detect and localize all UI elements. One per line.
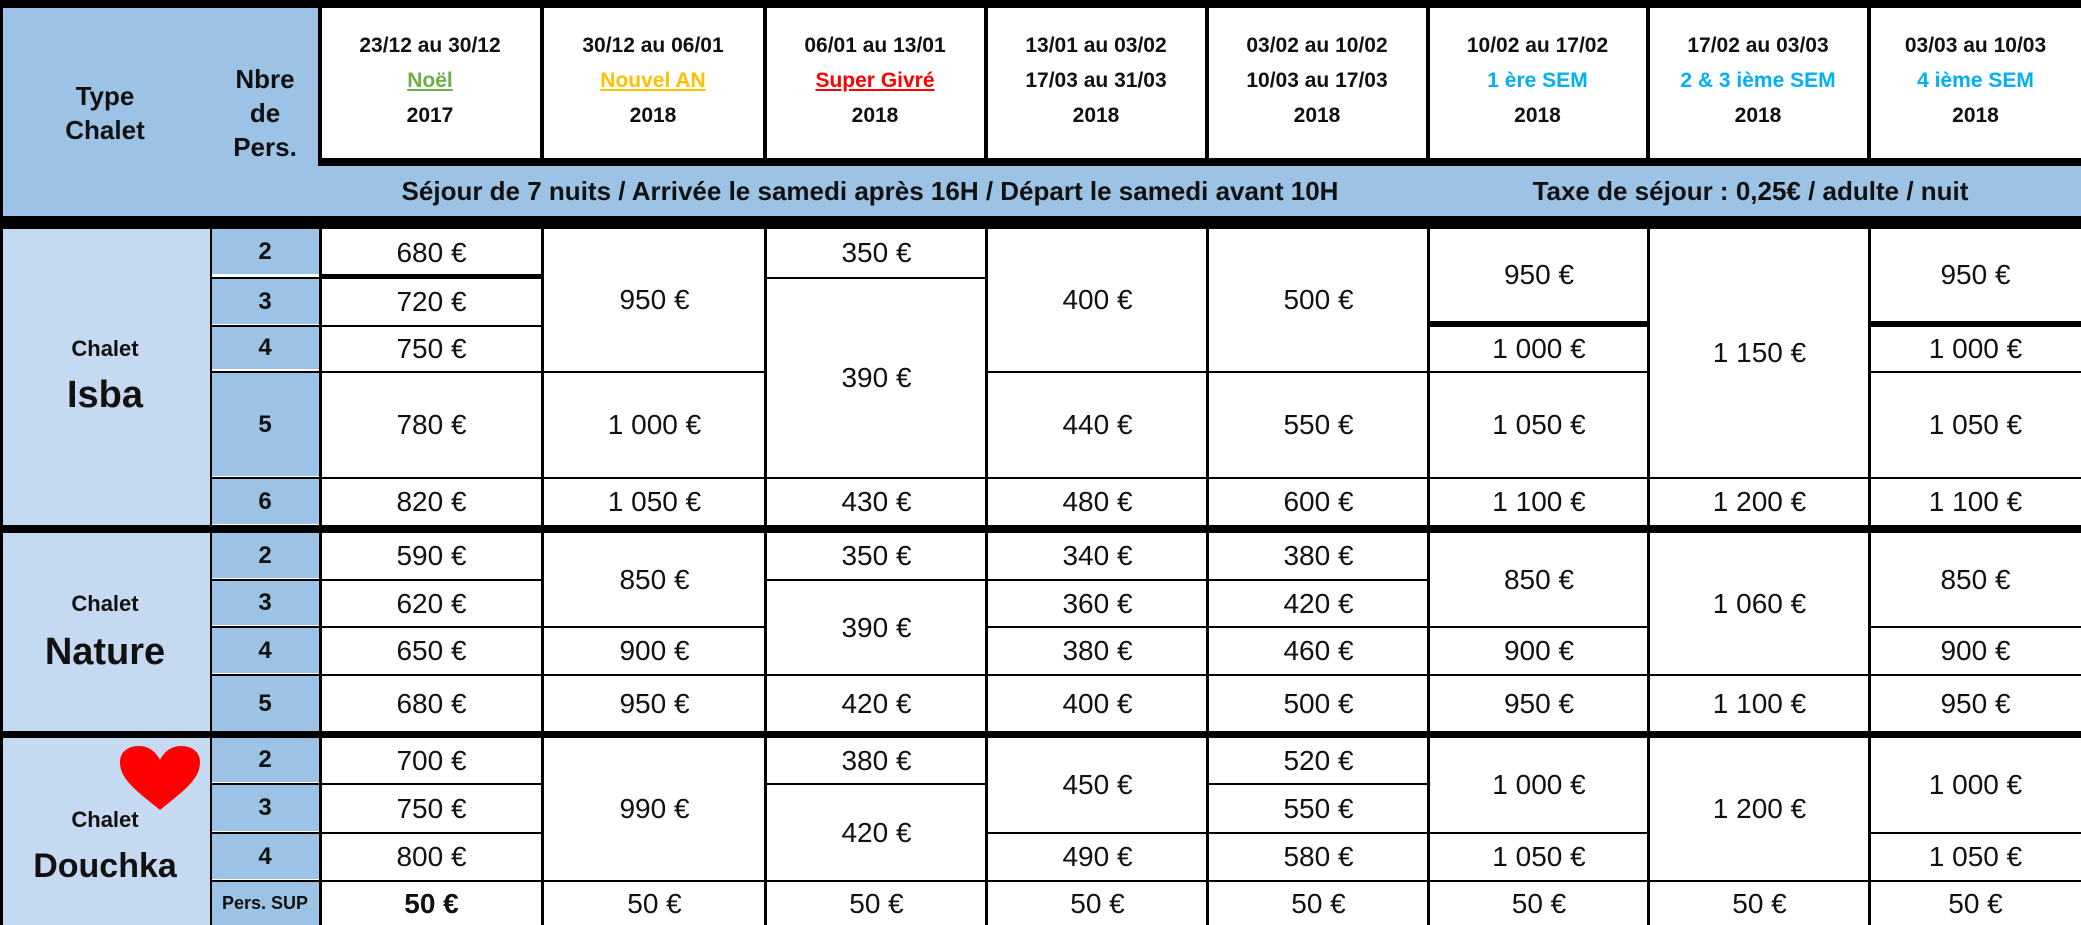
price-value: 900 € — [619, 635, 690, 666]
grid-line — [1647, 229, 1650, 925]
type-label: Type — [75, 81, 135, 111]
price-cell — [320, 581, 543, 626]
price-cell — [543, 533, 766, 626]
price-value: 950 € — [619, 284, 690, 315]
chalet-name: Isba — [66, 374, 144, 416]
period-header-1 — [320, 0, 540, 160]
chalet-word: Chalet — [71, 336, 139, 361]
price-cell — [1870, 373, 2081, 477]
price-cell — [987, 676, 1208, 732]
persons-cell — [210, 479, 320, 524]
chalet-isba-label — [0, 226, 210, 527]
persons-cell — [210, 628, 320, 673]
price-value: 500 € — [1283, 688, 1354, 719]
grid-line — [1870, 832, 2081, 834]
sup-price-cell — [543, 882, 766, 925]
price-cell — [320, 373, 543, 477]
price-value: 800 € — [396, 841, 467, 872]
persons-value: 3 — [258, 794, 272, 821]
price-cell — [543, 229, 766, 371]
price-cell — [320, 676, 543, 732]
persons-cell — [210, 373, 320, 476]
grid-line — [210, 477, 2081, 479]
grid-line — [987, 832, 1649, 834]
sup-price-cell — [320, 882, 543, 925]
period-dates: 23/12 au 30/12 — [359, 33, 501, 57]
price-value: 720 € — [396, 286, 467, 317]
period-year: 2018 — [629, 103, 677, 127]
price-cell — [987, 581, 1208, 626]
price-value: 520 € — [1283, 744, 1354, 776]
grid-line — [766, 277, 987, 279]
price-value: 430 € — [841, 486, 912, 517]
grid-line — [763, 0, 767, 166]
grid-line — [1429, 626, 1649, 628]
tax-info: Taxe de séjour : 0,25€ / adulte / nuit — [1532, 176, 1969, 206]
persons-cell — [210, 279, 320, 324]
price-cell — [1870, 533, 2081, 626]
price-cell — [1208, 229, 1429, 371]
price-cell — [766, 279, 987, 477]
price-value: 550 € — [1283, 409, 1354, 440]
price-cell — [1870, 834, 2081, 880]
period-header-3 — [766, 0, 984, 160]
grid-line — [987, 371, 1649, 373]
price-cell — [543, 738, 766, 880]
price-cell — [766, 581, 987, 674]
grid-line — [766, 579, 1429, 581]
price-value: 1 200 € — [1712, 793, 1807, 824]
grid-line — [1426, 0, 1430, 166]
price-cell — [543, 676, 766, 732]
period-year: 2018 — [1734, 103, 1782, 127]
price-value: 990 € — [619, 793, 690, 824]
pers-label: Pers. — [233, 132, 297, 162]
grid-line — [210, 832, 543, 834]
price-cell — [543, 373, 766, 477]
period-year: 2017 — [406, 103, 454, 127]
period-sub: 17/03 au 31/03 — [1025, 68, 1167, 92]
price-value: 620 € — [396, 587, 467, 619]
chalet-word: Chalet — [71, 590, 139, 616]
sup-price-cell — [766, 882, 987, 925]
grid-line — [541, 229, 544, 925]
price-value: 380 € — [1062, 635, 1133, 666]
price-cell — [1429, 834, 1649, 880]
period-header-8 — [1870, 0, 2081, 160]
price-value: 1 100 € — [1712, 688, 1807, 719]
de-label: de — [249, 98, 281, 128]
price-value: 490 € — [1062, 841, 1133, 872]
price-value: 1 050 € — [1492, 409, 1586, 440]
period-dates: 03/02 au 10/02 — [1246, 33, 1388, 57]
grid-line — [0, 0, 3, 925]
price-value: 50 € — [627, 887, 682, 919]
price-value: 50 € — [404, 887, 459, 919]
price-value: 1 000 € — [1492, 333, 1586, 364]
grid-line — [0, 731, 2081, 738]
price-cell — [1649, 533, 1870, 674]
price-value: 780 € — [396, 409, 467, 440]
price-cell — [320, 229, 543, 277]
persons-value: 3 — [258, 589, 272, 616]
price-value: 590 € — [396, 540, 467, 571]
period-sub: Noël — [407, 68, 453, 92]
price-cell — [987, 628, 1208, 674]
persons-value: Pers. SUP — [221, 893, 309, 913]
grid-line — [320, 274, 543, 279]
price-value: 950 € — [1503, 259, 1575, 290]
price-cell — [1208, 676, 1429, 732]
price-cell — [766, 785, 987, 880]
period-sub: 10/03 au 17/03 — [1246, 68, 1388, 92]
price-value: 420 € — [841, 688, 912, 719]
price-value: 50 € — [1511, 887, 1567, 919]
grid-line — [210, 880, 2081, 882]
price-cell — [1208, 533, 1429, 579]
sup-price-cell — [1870, 882, 2081, 925]
price-cell — [1870, 628, 2081, 674]
sup-price-cell — [987, 882, 1208, 925]
grid-line — [210, 229, 212, 925]
price-value: 390 € — [841, 362, 912, 393]
period-dates: 30/12 au 06/01 — [582, 33, 724, 57]
persons-cell — [210, 229, 320, 274]
price-cell — [320, 533, 543, 579]
persons-value: 2 — [258, 541, 272, 569]
price-value: 480 € — [1062, 486, 1133, 517]
price-value: 900 € — [1503, 635, 1575, 666]
chalet-nature-label — [0, 532, 210, 732]
price-cell — [1429, 533, 1649, 626]
period-header-5 — [1208, 0, 1426, 160]
grid-line — [1429, 321, 1649, 327]
price-value: 50 € — [1070, 887, 1125, 919]
nbre-pers-header — [210, 0, 320, 226]
grid-line — [0, 216, 2081, 229]
period-header-6 — [1429, 0, 1646, 160]
grid-line — [1205, 0, 1209, 166]
period-sub: Super Givré — [815, 68, 935, 92]
grid-line — [985, 229, 988, 925]
price-value: 380 € — [1283, 540, 1354, 571]
price-value: 950 € — [619, 688, 690, 719]
price-cell — [987, 738, 1208, 832]
price-value: 950 € — [1503, 688, 1575, 719]
period-year: 2018 — [1072, 103, 1120, 127]
grid-line — [1870, 321, 2081, 327]
persons-cell — [210, 581, 320, 625]
price-cell — [1208, 785, 1429, 832]
price-value: 850 € — [1940, 563, 2011, 595]
price-cell — [987, 834, 1208, 880]
period-header-4 — [987, 0, 1205, 160]
period-sub: 4 ième SEM — [1917, 68, 2034, 92]
price-cell — [320, 327, 543, 371]
grid-line — [210, 325, 543, 327]
price-value: 1 150 € — [1712, 337, 1807, 368]
price-cell — [1649, 229, 1870, 477]
price-cell — [987, 229, 1208, 371]
grid-line — [984, 0, 988, 166]
price-value: 650 € — [396, 635, 467, 666]
price-value: 580 € — [1283, 841, 1354, 872]
period-header-2 — [543, 0, 763, 160]
persons-cell — [210, 327, 320, 369]
price-cell — [1870, 738, 2081, 832]
persons-cell — [210, 676, 320, 731]
grid-line — [320, 158, 2081, 166]
grid-line — [540, 0, 544, 166]
period-dates: 03/03 au 10/03 — [1904, 33, 2047, 57]
price-value: 1 000 € — [1928, 333, 2023, 364]
price-value: 50 € — [1732, 887, 1787, 919]
price-value: 850 € — [619, 563, 690, 595]
grid-line — [210, 579, 543, 581]
heart-icon — [118, 744, 202, 812]
grid-line — [318, 0, 322, 166]
price-cell — [1649, 676, 1870, 732]
price-value: 1 050 € — [1492, 841, 1586, 872]
sup-price-cell — [1649, 882, 1870, 925]
period-sub: Nouvel AN — [600, 68, 706, 92]
price-cell — [320, 628, 543, 674]
price-cell — [1870, 327, 2081, 371]
persons-value: 4 — [258, 334, 272, 361]
price-value: 700 € — [396, 744, 467, 776]
price-value: 400 € — [1062, 688, 1133, 719]
grid-line — [210, 674, 2081, 676]
price-value: 1 200 € — [1712, 486, 1807, 517]
grid-line — [1646, 0, 1650, 166]
grid-line — [764, 229, 767, 925]
grid-line — [1868, 229, 1871, 925]
price-cell — [320, 834, 543, 880]
period-dates: 17/02 au 03/03 — [1687, 33, 1829, 57]
persons-cell — [210, 785, 320, 831]
price-value: 1 000 € — [1928, 769, 2023, 800]
price-value: 460 € — [1283, 635, 1354, 666]
persons-value: 3 — [258, 287, 272, 315]
price-cell — [1870, 479, 2081, 525]
period-header-7 — [1649, 0, 1867, 160]
price-value: 1 000 € — [607, 409, 702, 440]
persons-cell — [210, 738, 320, 782]
price-cell — [766, 533, 987, 579]
price-value: 550 € — [1283, 792, 1354, 824]
price-cell — [1429, 676, 1649, 732]
chalet-name: Douchka — [33, 846, 177, 885]
sup-price-cell — [1208, 882, 1429, 925]
price-cell — [987, 533, 1208, 579]
persons-cell — [210, 882, 320, 925]
price-cell — [1429, 327, 1649, 371]
grid-line — [1427, 229, 1430, 925]
period-dates: 13/01 au 03/02 — [1025, 33, 1167, 57]
price-value: 360 € — [1062, 587, 1133, 619]
grid-line — [0, 525, 2081, 533]
period-dates: 06/01 au 13/01 — [804, 33, 946, 57]
persons-cell — [210, 834, 320, 879]
price-value: 440 € — [1062, 409, 1133, 440]
price-cell — [320, 738, 543, 783]
price-cell — [987, 479, 1208, 525]
type-chalet-header — [0, 0, 210, 226]
persons-value: 5 — [258, 410, 272, 438]
grid-line — [1206, 229, 1209, 925]
price-cell — [320, 479, 543, 525]
nbre-label: Nbre — [235, 64, 295, 94]
price-value: 380 € — [841, 744, 912, 776]
price-cell — [1208, 628, 1429, 674]
price-value: 390 € — [841, 611, 912, 643]
price-value: 850 € — [1503, 563, 1575, 595]
stay-info: Séjour de 7 nuits / Arrivée le samedi après 16H / Départ le samedi avant 10H — [401, 176, 1339, 206]
period-year: 2018 — [1514, 103, 1561, 127]
price-cell — [543, 479, 766, 525]
persons-value: 4 — [258, 842, 272, 870]
price-value: 1 050 € — [607, 486, 702, 517]
price-value: 420 € — [841, 816, 912, 848]
persons-value: 6 — [258, 487, 272, 515]
price-cell — [1208, 479, 1429, 525]
chalet-name: Nature — [44, 630, 166, 673]
price-value: 1 100 € — [1492, 486, 1586, 517]
grid-line — [319, 229, 322, 925]
persons-value: 5 — [258, 689, 272, 717]
price-cell — [766, 479, 987, 525]
price-cell — [1208, 581, 1429, 626]
period-year: 2018 — [851, 103, 899, 127]
price-value: 50 € — [1948, 887, 2003, 919]
price-value: 50 € — [849, 887, 904, 919]
price-value: 350 € — [841, 540, 912, 571]
period-dates: 10/02 au 17/02 — [1466, 33, 1609, 57]
price-value: 950 € — [1940, 688, 2011, 719]
price-cell — [1870, 676, 2081, 732]
grid-line — [0, 0, 2081, 8]
price-value: 680 € — [396, 237, 467, 268]
price-cell — [320, 785, 543, 832]
price-cell — [1429, 628, 1649, 674]
price-cell — [1208, 373, 1429, 477]
price-cell — [320, 279, 543, 325]
price-cell — [1429, 229, 1649, 321]
price-value: 450 € — [1062, 769, 1133, 800]
chalet-word: Chalet — [71, 806, 139, 832]
price-value: 900 € — [1940, 635, 2011, 666]
price-value: 1 050 € — [1928, 841, 2023, 872]
price-value: 1 100 € — [1928, 486, 2023, 517]
price-cell — [766, 229, 987, 277]
grid-line — [987, 626, 1429, 628]
chalet-label: Chalet — [65, 115, 145, 145]
grid-line — [766, 783, 987, 785]
price-cell — [543, 628, 766, 674]
persons-value: 2 — [258, 746, 272, 773]
price-value: 750 € — [396, 333, 467, 364]
grid-line — [210, 626, 766, 628]
price-cell — [1429, 373, 1649, 477]
grid-line — [210, 783, 543, 785]
price-cell — [1649, 738, 1870, 880]
persons-value: 2 — [258, 237, 272, 265]
grid-line — [210, 277, 320, 279]
price-value: 680 € — [396, 688, 467, 719]
sup-price-cell — [1429, 882, 1649, 925]
grid-line — [1867, 0, 1871, 166]
persons-cell — [210, 533, 320, 578]
grid-line — [210, 371, 766, 373]
price-value: 420 € — [1283, 587, 1354, 619]
price-cell — [987, 373, 1208, 477]
price-cell — [1649, 479, 1870, 525]
price-value: 820 € — [396, 486, 467, 517]
grid-line — [1870, 371, 2081, 373]
price-cell — [1870, 229, 2081, 321]
price-value: 1 000 € — [1492, 769, 1586, 800]
price-value: 600 € — [1283, 486, 1354, 517]
price-value: 500 € — [1283, 284, 1354, 315]
period-year: 2018 — [1952, 103, 1999, 127]
price-cell — [766, 676, 987, 732]
price-value: 350 € — [841, 237, 912, 268]
price-value: 400 € — [1062, 284, 1133, 315]
price-value: 50 € — [1291, 887, 1346, 919]
price-cell — [766, 738, 987, 783]
price-cell — [1429, 479, 1649, 525]
grid-line — [1208, 783, 1429, 785]
price-cell — [1208, 834, 1429, 880]
price-cell — [1429, 738, 1649, 832]
persons-value: 4 — [258, 636, 272, 664]
period-year: 2018 — [1293, 103, 1341, 127]
price-value: 1 060 € — [1712, 587, 1807, 619]
price-value: 340 € — [1062, 540, 1133, 571]
period-sub: 1 ère SEM — [1487, 68, 1588, 92]
price-value: 1 050 € — [1928, 409, 2023, 440]
price-cell — [1208, 738, 1429, 783]
price-value: 950 € — [1940, 259, 2011, 290]
grid-line — [1870, 626, 2081, 628]
price-value: 750 € — [396, 792, 467, 824]
period-sub: 2 & 3 ième SEM — [1680, 68, 1836, 92]
